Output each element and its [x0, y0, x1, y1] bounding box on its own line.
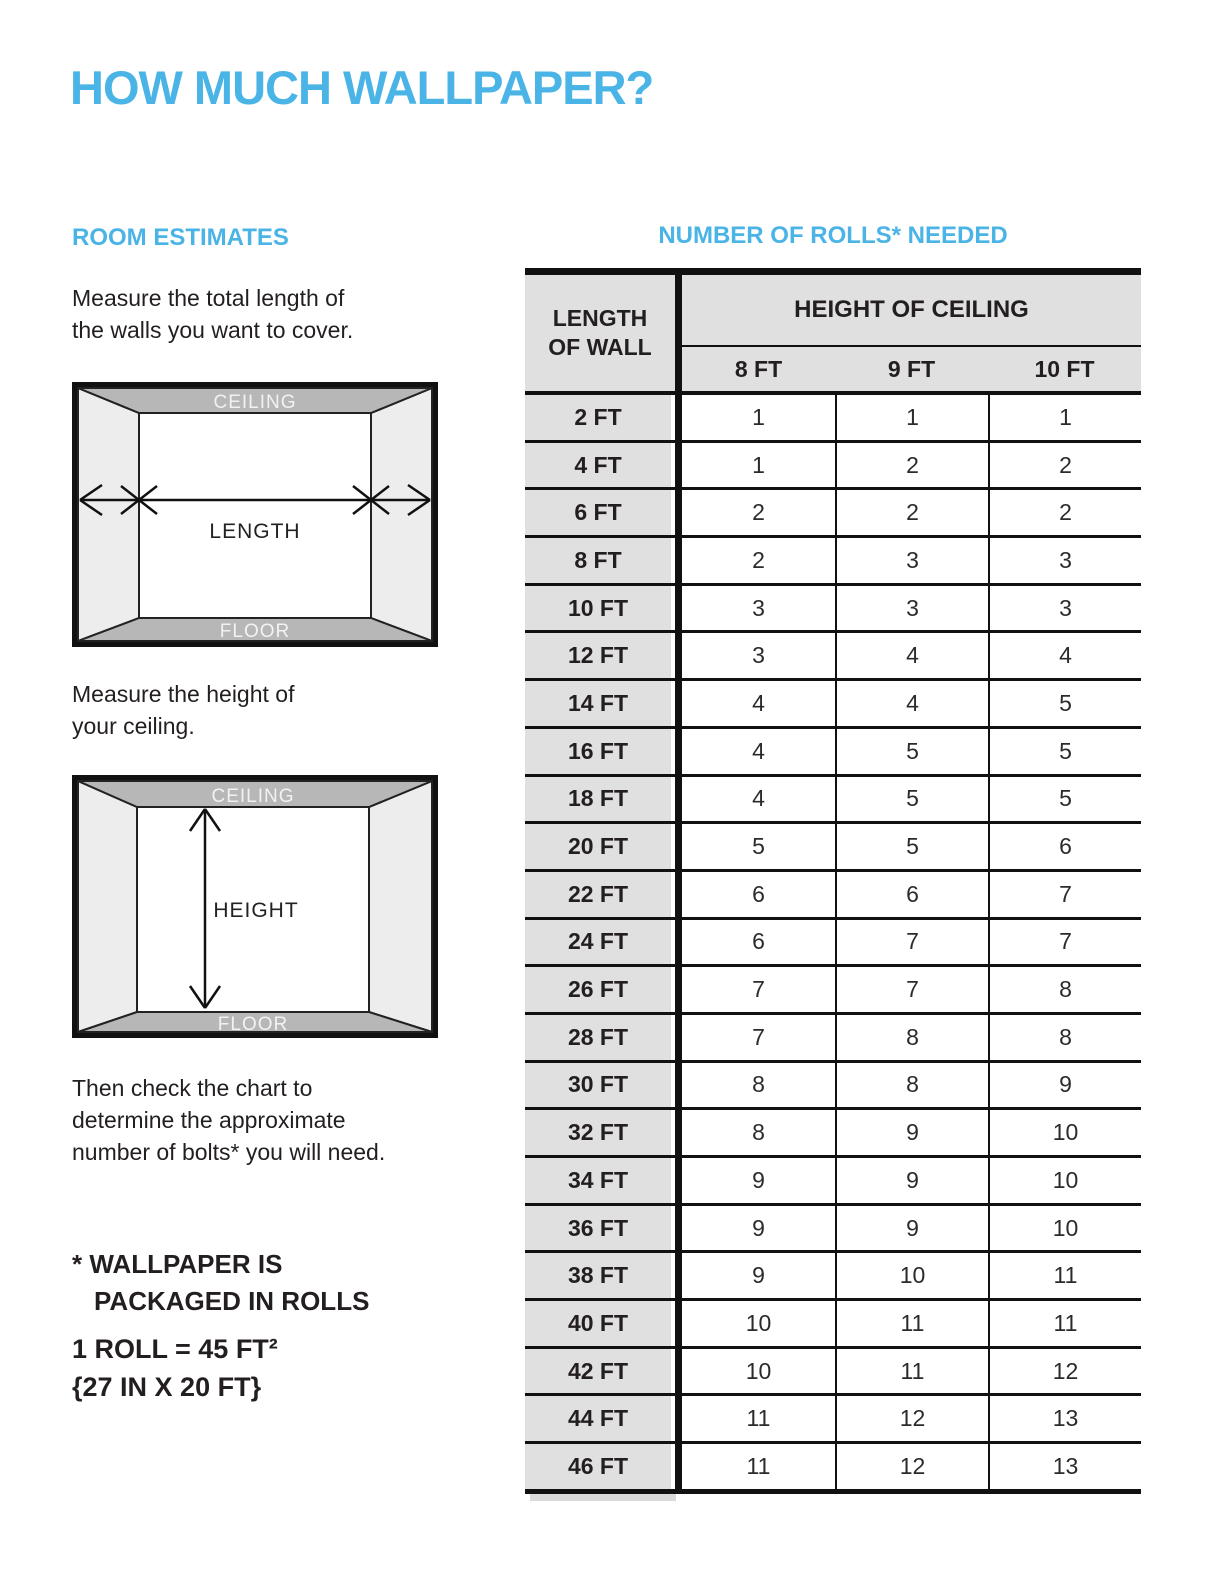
ceiling-label: CEILING	[213, 392, 297, 413]
row-vertical-divider	[675, 490, 682, 535]
row-vertical-divider	[675, 633, 682, 678]
row-vertical-divider	[675, 1158, 682, 1203]
table-row	[525, 777, 1141, 825]
wall-length-cell: 42 FT	[525, 1349, 671, 1394]
rolls-value-cell: 9	[988, 1063, 1141, 1108]
left-wall	[78, 388, 139, 641]
step3-line2: determine the approximate	[72, 1107, 346, 1133]
header-vertical-divider	[675, 275, 682, 391]
row-vertical-divider	[675, 1015, 682, 1060]
table-row	[525, 967, 1141, 1015]
height-label: HEIGHT	[213, 899, 299, 922]
footnote-line2: PACKAGED IN ROLLS	[94, 1286, 370, 1316]
step2-text	[72, 678, 294, 742]
wall-length-cell: 46 FT	[525, 1444, 671, 1489]
rolls-value-cell: 10	[988, 1206, 1141, 1251]
row-vertical-divider	[675, 443, 682, 488]
table-row	[525, 1015, 1141, 1063]
rolls-value-cell: 8	[682, 1110, 835, 1155]
step2-line2: your ceiling.	[72, 713, 195, 739]
wall-length-cell: 44 FT	[525, 1396, 671, 1441]
row-vertical-divider	[675, 1206, 682, 1251]
col-header-8ft: 8 FT	[734, 355, 783, 382]
row-vertical-divider	[675, 1301, 682, 1346]
wall-length-cell: 10 FT	[525, 586, 671, 631]
rolls-value-cell: 8	[988, 967, 1141, 1012]
rolls-value-cell: 6	[835, 872, 988, 917]
wall-length-cell: 8 FT	[525, 538, 671, 583]
rolls-value-cell: 3	[682, 586, 835, 631]
rolls-value-cell: 4	[682, 681, 835, 726]
rolls-value-cell: 4	[835, 633, 988, 678]
table-row	[525, 1158, 1141, 1206]
step3-line3: number of bolts* you will need.	[72, 1139, 386, 1165]
rolls-value-cell: 10	[682, 1301, 835, 1346]
rolls-value-cell: 11	[682, 1396, 835, 1441]
col-header-10ft: 10 FT	[1034, 355, 1095, 382]
wall-length-cell: 34 FT	[525, 1158, 671, 1203]
rolls-value-cell: 9	[835, 1158, 988, 1203]
rolls-value-cell: 4	[682, 777, 835, 822]
table-row	[525, 1349, 1141, 1397]
table-row	[525, 1396, 1141, 1444]
wall-length-cell: 16 FT	[525, 729, 671, 774]
floor-label: FLOOR	[217, 1014, 289, 1035]
height-of-ceiling-header: HEIGHT OF CEILING	[682, 275, 1141, 347]
rolls-value-cell: 13	[988, 1396, 1141, 1441]
wall-length-cell: 40 FT	[525, 1301, 671, 1346]
row-vertical-divider	[675, 920, 682, 965]
step3-line1: Then check the chart to	[72, 1075, 313, 1101]
rolls-value-cell: 7	[835, 920, 988, 965]
rolls-value-cell: 11	[835, 1301, 988, 1346]
rolls-value-cell: 11	[835, 1349, 988, 1394]
table-row	[525, 1253, 1141, 1301]
wall-length-cell: 18 FT	[525, 777, 671, 822]
table-row	[525, 1206, 1141, 1254]
rolls-table	[525, 268, 1141, 1501]
wall-length-cell: 2 FT	[525, 395, 671, 440]
row-vertical-divider	[675, 729, 682, 774]
row-vertical-divider	[675, 1253, 682, 1298]
step3-text	[72, 1072, 385, 1168]
table-row	[525, 1110, 1141, 1158]
ceiling-label: CEILING	[211, 786, 295, 807]
rolls-value-cell: 2	[835, 443, 988, 488]
roll-spec	[72, 1330, 278, 1406]
wall-length-cell: 38 FT	[525, 1253, 671, 1298]
wall-length-cell: 6 FT	[525, 490, 671, 535]
rolls-value-cell: 11	[988, 1253, 1141, 1298]
rolls-value-cell: 9	[682, 1253, 835, 1298]
rolls-value-cell: 4	[682, 729, 835, 774]
wallpaper-footnote	[72, 1246, 369, 1320]
table-header	[525, 275, 1141, 395]
footnote-line1: * WALLPAPER IS	[72, 1249, 283, 1279]
rolls-value-cell: 9	[682, 1206, 835, 1251]
rolls-value-cell: 10	[682, 1349, 835, 1394]
wall-length-cell: 32 FT	[525, 1110, 671, 1155]
rolls-value-cell: 5	[835, 777, 988, 822]
rolls-value-cell: 4	[988, 633, 1141, 678]
rolls-value-cell: 7	[682, 1015, 835, 1060]
left-wall	[78, 781, 137, 1032]
back-wall	[139, 413, 371, 618]
row-vertical-divider	[675, 395, 682, 440]
row-vertical-divider	[675, 1444, 682, 1489]
right-wall	[369, 781, 432, 1032]
room-length-diagram	[72, 382, 438, 647]
step1-text	[72, 282, 353, 346]
room-estimates-heading: ROOM ESTIMATES	[72, 224, 289, 251]
rolls-value-cell: 1	[682, 395, 835, 440]
wall-length-cell: 24 FT	[525, 920, 671, 965]
rolls-value-cell: 8	[835, 1063, 988, 1108]
row-vertical-divider	[675, 824, 682, 869]
wall-length-cell: 30 FT	[525, 1063, 671, 1108]
rolls-value-cell: 2	[835, 490, 988, 535]
wall-length-cell: 26 FT	[525, 967, 671, 1012]
rolls-value-cell: 8	[835, 1015, 988, 1060]
rolls-value-cell: 2	[988, 443, 1141, 488]
wall-length-cell: 22 FT	[525, 872, 671, 917]
row-vertical-divider	[675, 967, 682, 1012]
rolls-value-cell: 1	[988, 395, 1141, 440]
row-vertical-divider	[675, 586, 682, 631]
table-top-border	[525, 268, 1141, 275]
row-vertical-divider	[675, 1063, 682, 1108]
rolls-value-cell: 11	[682, 1444, 835, 1489]
rolls-value-cell: 5	[988, 777, 1141, 822]
rolls-value-cell: 5	[682, 824, 835, 869]
length-of-wall-header: LENGTH OF WALL	[525, 275, 675, 391]
rolls-value-cell: 1	[835, 395, 988, 440]
rolls-value-cell: 9	[835, 1110, 988, 1155]
rolls-value-cell: 3	[682, 633, 835, 678]
rolls-value-cell: 7	[988, 872, 1141, 917]
row-vertical-divider	[675, 538, 682, 583]
table-row	[525, 490, 1141, 538]
table-row	[525, 920, 1141, 968]
rolls-value-cell: 6	[682, 920, 835, 965]
step2-line1: Measure the height of	[72, 681, 295, 707]
wall-length-cell: 20 FT	[525, 824, 671, 869]
wall-length-cell: 12 FT	[525, 633, 671, 678]
ceiling-height-columns	[682, 347, 1141, 391]
rolls-value-cell: 9	[835, 1206, 988, 1251]
rolls-value-cell: 1	[682, 443, 835, 488]
rolls-value-cell: 5	[988, 729, 1141, 774]
row-vertical-divider	[675, 1396, 682, 1441]
length-label: LENGTH	[209, 520, 301, 543]
table-row	[525, 872, 1141, 920]
row-vertical-divider	[675, 872, 682, 917]
table-row	[525, 1063, 1141, 1111]
rolls-value-cell: 3	[988, 586, 1141, 631]
rolls-needed-heading: NUMBER OF ROLLS* NEEDED	[658, 222, 1008, 249]
table-row	[525, 538, 1141, 586]
step1-line2: the walls you want to cover.	[72, 317, 354, 343]
table-row	[525, 681, 1141, 729]
col-header-9ft: 9 FT	[887, 355, 936, 382]
table-body	[525, 395, 1141, 1494]
wall-length-cell: 36 FT	[525, 1206, 671, 1251]
rolls-value-cell: 3	[835, 586, 988, 631]
rolls-value-cell: 10	[988, 1110, 1141, 1155]
rolls-value-cell: 2	[682, 490, 835, 535]
rolls-value-cell: 12	[988, 1349, 1141, 1394]
rolls-value-cell: 8	[682, 1063, 835, 1108]
rolls-value-cell: 6	[682, 872, 835, 917]
row-vertical-divider	[675, 1110, 682, 1155]
floor-label: FLOOR	[219, 621, 291, 642]
row-vertical-divider	[675, 777, 682, 822]
rolls-value-cell: 3	[988, 538, 1141, 583]
row-vertical-divider	[675, 681, 682, 726]
rolls-value-cell: 6	[988, 824, 1141, 869]
rolls-value-cell: 9	[682, 1158, 835, 1203]
step1-line1: Measure the total length of	[72, 285, 345, 311]
room-height-diagram	[72, 775, 438, 1038]
rolls-value-cell: 7	[835, 967, 988, 1012]
table-row	[525, 633, 1141, 681]
rolls-value-cell: 8	[988, 1015, 1141, 1060]
roll-spec-line1: 1 ROLL = 45 FT²	[72, 1334, 278, 1364]
wall-length-cell: 14 FT	[525, 681, 671, 726]
rolls-value-cell: 7	[988, 920, 1141, 965]
table-row	[525, 395, 1141, 443]
right-wall	[371, 388, 432, 641]
rolls-value-cell: 11	[988, 1301, 1141, 1346]
table-row	[525, 586, 1141, 634]
rolls-value-cell: 5	[988, 681, 1141, 726]
table-row	[525, 443, 1141, 491]
rolls-value-cell: 10	[988, 1158, 1141, 1203]
row-vertical-divider	[675, 1349, 682, 1394]
rolls-value-cell: 12	[835, 1444, 988, 1489]
rolls-value-cell: 5	[835, 824, 988, 869]
rolls-value-cell: 3	[835, 538, 988, 583]
rolls-value-cell: 2	[988, 490, 1141, 535]
rolls-value-cell: 5	[835, 729, 988, 774]
rolls-value-cell: 4	[835, 681, 988, 726]
table-row	[525, 824, 1141, 872]
rolls-value-cell: 12	[835, 1396, 988, 1441]
table-row	[525, 729, 1141, 777]
rolls-value-cell: 13	[988, 1444, 1141, 1489]
table-gray-tail	[530, 1494, 676, 1501]
rolls-value-cell: 2	[682, 538, 835, 583]
page-title: HOW MUCH WALLPAPER?	[70, 61, 654, 114]
table-row	[525, 1301, 1141, 1349]
rolls-value-cell: 7	[682, 967, 835, 1012]
rolls-value-cell: 10	[835, 1253, 988, 1298]
roll-spec-line2: {27 IN X 20 FT}	[72, 1372, 262, 1402]
table-row	[525, 1444, 1141, 1492]
wall-length-cell: 28 FT	[525, 1015, 671, 1060]
wall-length-cell: 4 FT	[525, 443, 671, 488]
